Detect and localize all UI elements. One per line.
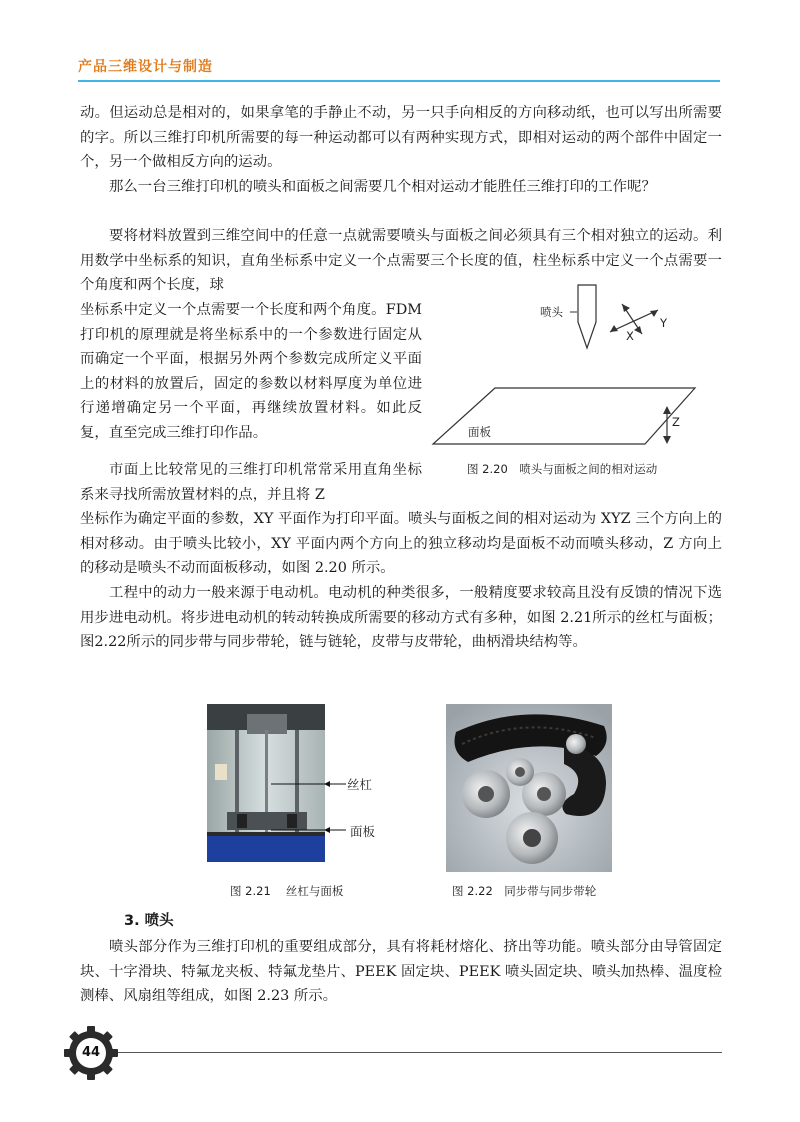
paragraph-6: 喷头部分作为三维打印机的重要组成部分，具有将耗材熔化、挤出等功能。喷头部分由导管固定块、十字滑块、特氟龙夹板、特氟龙垫片、PEEK 固定块、PEEK 喷头固定块、喷头加热棒、温度检测棒、风扇组等组成，如图 2.23 所示。 — [80, 939, 722, 1005]
footer-rule — [112, 1052, 722, 1053]
bed-photo-label: 面板 — [350, 824, 376, 839]
section-heading-nozzle: 3. 喷头 — [124, 913, 174, 929]
leadscrew-photo-drawing — [207, 704, 325, 862]
figure-2-20-caption: 图 2.20 喷头与面板之间的相对运动 — [467, 462, 658, 476]
nozzle-shape — [578, 285, 596, 348]
figure-2-21-arrows — [320, 770, 350, 840]
figure-2-21-caption: 图 2.21 丝杠与面板 — [230, 884, 344, 898]
header-rule — [78, 80, 720, 82]
paragraph-2: 那么一台三维打印机的喷头和面板之间需要几个相对运动才能胜任三维打印的工作呢？ — [109, 179, 656, 195]
page-number: 44 — [81, 1045, 101, 1060]
paragraph-1: 动。但运动总是相对的，如果拿笔的手静止不动，另一只手向相反的方向移动纸，也可以写出所需要的字。所以三维打印机所需要的每一种运动都可以有两种实现方式，即相对运动的两个部件中固定一个，另一个做相反方向的运动。 — [80, 105, 722, 171]
axis-z-label: Z — [672, 415, 680, 429]
figure-2-20 — [430, 282, 730, 452]
paragraph-5: 工程中的动力一般来源于电动机。电动机的种类很多，一般精度要求较高且没有反馈的情况下选用步进电动机。将步进电动机的转动转换成所需要的移动方式有多种，如图 2.21所示的丝杠与面板；图2.22所示的同步带与同步带轮，链与链轮，皮带与皮带轮，曲柄滑块结构等。 — [80, 585, 722, 651]
figure-2-22-photo — [446, 704, 612, 872]
figure-2-22-caption: 图 2.22 同步带与同步带轮 — [452, 884, 597, 898]
figure-2-21-photo — [207, 704, 325, 862]
paragraph-3-top: 要将材料放置到三维空间中的任意一点就需要喷头与面板之间必须具有三个相对独立的运动。利用数学中坐标系的知识，直角坐标系中定义一个点需要三个长度的值，柱坐标系中定义一个点需要一个角度和两个长度，球 — [80, 228, 722, 294]
axis-z-arrow-down — [663, 436, 671, 444]
axis-x-label: X — [626, 329, 634, 343]
leadscrew-label: 丝杠 — [347, 777, 373, 792]
leadscrew-arrow-head — [324, 781, 330, 787]
nozzle-label: 喷头 — [540, 305, 563, 319]
axis-y-label: Y — [660, 316, 668, 330]
running-header-title: 产品三维设计与制造 — [78, 59, 213, 75]
paragraph-4-rest: 坐标作为确定平面的参数，XY 平面作为打印平面。喷头与面板之间的相对运动为 XYZ 三个方向上的相对移动。由于喷头比较小，XY 平面内两个方向上的独立移动均是面板不动而喷头移动，Z 方向上的移动是喷头不动而面板移动，如图 2.20 所示。 — [80, 511, 722, 577]
paragraph-3-wrap: 坐标系中定义一个点需要一个长度和两个角度。FDM 打印机的原理就是将坐标系中的一个参数进行固定从而确定一个平面，根据另外两个参数完成所定义平面上的材料的放置后，固定的参数以材料厚度为单位进行递增确定另一个平面，再继续放置材料。如此反复，直至完成三维打印作品。 — [80, 302, 422, 441]
paragraph-4-top: 市面上比较常见的三维打印机常常采用直角坐标系来寻找所需放置材料的点，并且将 Z — [80, 462, 422, 503]
axis-z-arrow-up — [663, 406, 671, 414]
bed-arrow-head — [324, 827, 330, 833]
bed-label: 面板 — [468, 425, 491, 439]
timing-belt-drawing — [446, 704, 612, 872]
